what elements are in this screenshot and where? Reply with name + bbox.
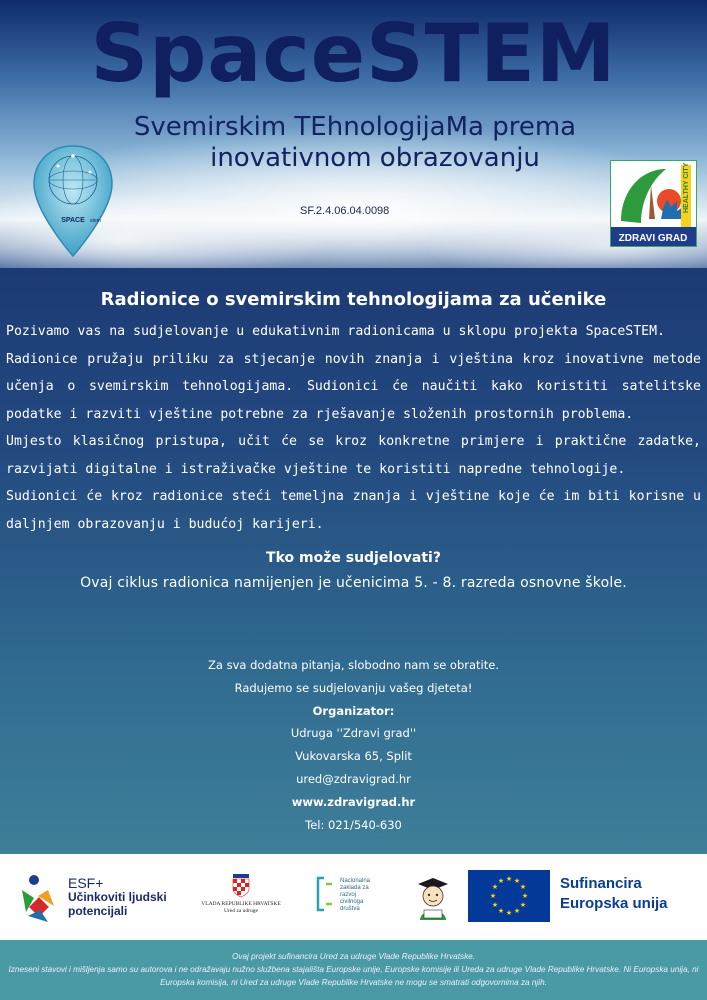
project-subtitle — [60, 112, 650, 174]
organizer-label: Organizator: — [312, 703, 395, 718]
subtitle-line-2: inovativnom obrazovanju — [210, 143, 540, 173]
svg-text:★: ★ — [505, 875, 513, 883]
main-heading: Radionice o svemirskim tehnologijama za učenike — [100, 289, 607, 310]
spacestem-logo-text: SPACE — [61, 217, 85, 224]
vlada-line-2: Ured za udruge — [224, 908, 258, 914]
svg-text:★: ★ — [497, 877, 505, 885]
vlada-line-1: VLADA REPUBLIKE HRVATSKE — [201, 901, 281, 907]
nz-bracket-icon — [316, 876, 334, 912]
zdravi-grad-text: ZDRAVI GRAD — [618, 233, 688, 244]
svg-text:★: ★ — [505, 909, 513, 917]
paragraph-1: Pozivamo vas na sudjelovanje u edukativnim radionicama u sklopu projekta SpaceSTEM. — [6, 324, 665, 339]
spacestem-logo — [30, 142, 116, 260]
svg-text:★: ★ — [519, 883, 527, 891]
organizer-phone: Tel: 021/540-630 — [305, 817, 402, 832]
question-answer: Ovaj ciklus radionica namijenjen je učenicima 5. - 8. razreda osnovne škole. — [80, 575, 627, 591]
participation-section — [0, 546, 707, 596]
organizer-address: Vukovarska 65, Split — [295, 749, 412, 764]
organizer-name: Udruga ''Zdravi grad'' — [290, 726, 417, 741]
esf-people-icon — [18, 872, 64, 924]
nz-line: civilnoga — [340, 899, 364, 905]
main-content — [0, 288, 707, 596]
eu-flag-stars-icon — [468, 870, 550, 922]
svg-text:★: ★ — [497, 907, 505, 915]
eu-line-2: Europska unija — [560, 895, 668, 912]
svg-text:★: ★ — [491, 883, 499, 891]
graduate-kid-icon — [414, 876, 452, 922]
spacestem-logo-small: stem — [90, 218, 101, 224]
nz-line: Nacionalna — [340, 878, 371, 884]
zdravi-grad-logo — [610, 160, 697, 247]
nz-text — [340, 878, 390, 913]
disclaimer-line-2: Izneseni stavovi i mišljenja samo su autorova i ne odražavaju nužno službena stajališta Europske unije, Europske komisije ili Ureda za udruge Vlade Republike Hrvatske. Ni Europska unija, ni Europska komisija, ni Ured za udruge Vlade Republike Hrvatske ne mogu se smatrati odgovornima za njih. — [8, 965, 699, 987]
eu-cofinanced-text — [560, 874, 668, 914]
svg-text:★: ★ — [519, 901, 527, 909]
paragraph-2: Radionice pružaju priliku za stjecanje novih znanja i vještina kroz inovativne metode učenja o svemirskim tehnologijama. Sudionici će naučiti kako koristiti satelitske podatke i razviti vještine potrebne za rješavanje složenih prostornih problema. — [6, 351, 701, 422]
eu-flag — [468, 870, 550, 922]
header-banner — [0, 0, 707, 268]
esf-logo — [18, 872, 188, 924]
healthy-city-text: HEALTHY CITY — [683, 162, 690, 213]
eu-line-1: Sufinancira — [560, 875, 642, 892]
svg-text:★: ★ — [513, 907, 521, 915]
question-heading: Tko može sudjelovati? — [266, 550, 441, 566]
esf-text — [68, 876, 167, 918]
contact-line-1: Za sva dodatna pitanja, slobodno nam se obratite. — [208, 658, 499, 672]
organizer-website[interactable]: www.zdravigrad.hr — [291, 794, 416, 809]
nz-line: društva — [340, 906, 360, 912]
paragraph-3: Umjesto klasičnog pristupa, učit će se kroz konkretne primjere i praktične zadatke, razvijati digitalne i istraživačke vještine te koristiti napredne tehnologije. — [6, 434, 701, 477]
svg-text:★: ★ — [513, 877, 521, 885]
esf-line-2: potencijali — [68, 904, 128, 918]
nz-line: razvoj — [340, 892, 357, 898]
vlada-logo — [196, 874, 286, 915]
svg-text:★: ★ — [521, 892, 529, 900]
funding-logos-bar — [0, 854, 707, 940]
disclaimer — [0, 940, 707, 1000]
croatian-coat-of-arms-icon — [231, 874, 251, 898]
esf-title: ESF+ — [68, 875, 104, 891]
contact-section — [0, 654, 707, 836]
body-text — [0, 312, 707, 538]
contact-line-2: Radujemo se sudjelovanju vašeg djeteta! — [234, 680, 473, 695]
svg-text:★: ★ — [489, 892, 497, 900]
paragraph-4: Sudionici će kroz radionice steći temeljna znanja i vještine koje će im biti korisne u daljnjem obrazovanju i budućoj karijeri. — [6, 489, 701, 532]
subtitle-line-1: Svemirskim TEhnologijaMa prema — [133, 112, 577, 142]
svg-text:★: ★ — [491, 901, 499, 909]
project-title: SpaceSTEM — [90, 7, 617, 100]
esf-line-1: Učinkoviti ljudski — [68, 890, 167, 904]
nz-line: zaklada za — [340, 885, 369, 891]
disclaimer-line-1: Ovaj projekt sufinancira Ured za udruge Vlade Republike Hrvatske. — [231, 952, 476, 961]
organizer-email[interactable]: ured@zdravigrad.hr — [296, 771, 411, 786]
project-code: SF.2.4.06.04.0098 — [300, 205, 390, 217]
